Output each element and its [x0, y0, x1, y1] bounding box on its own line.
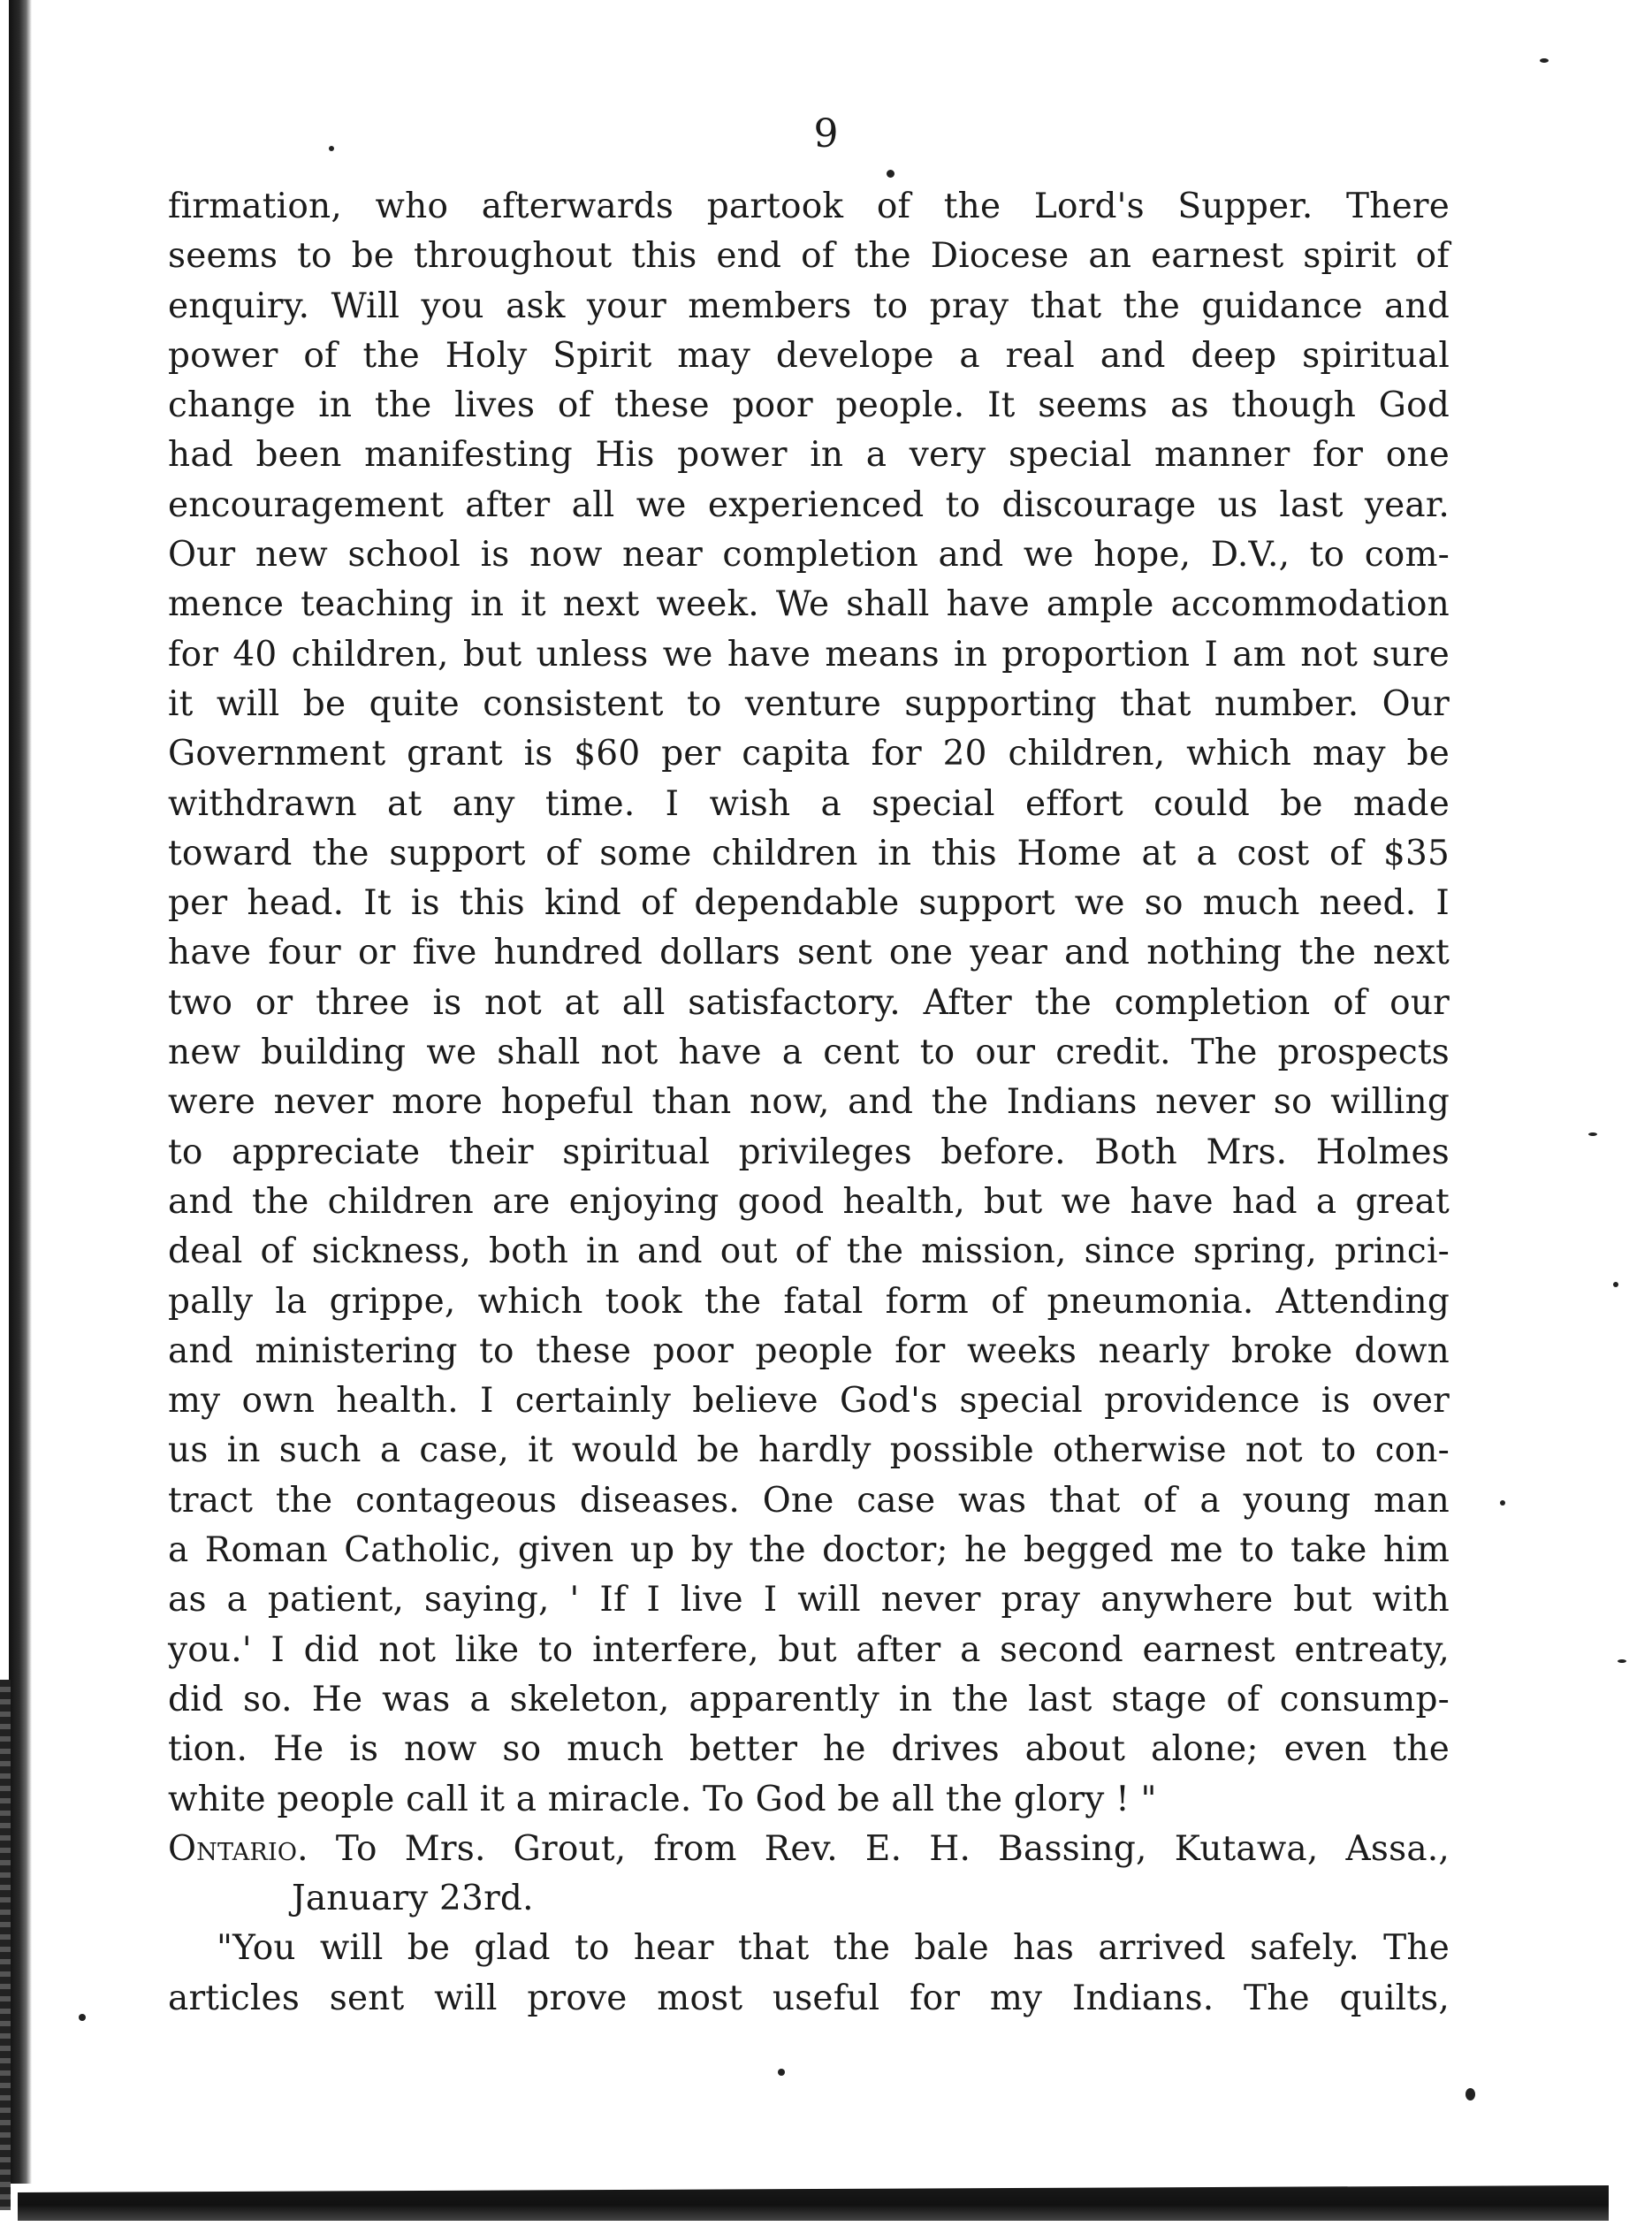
text-line: white people call it a miracle. To God be all the glory ! " — [168, 1779, 1157, 1819]
text-line: tract the contageous diseases. One case was that of a young man — [168, 1480, 1450, 1521]
scan-speck — [79, 2014, 86, 2021]
text-line: new building we shall not have a cent to our credit. The prospects — [168, 1033, 1450, 1073]
text-line: enquiry. Will you ask your members to pray that the guidance and — [168, 286, 1450, 326]
text-line: power of the Holy Spirit may develope a real and deep spiritual — [168, 335, 1450, 376]
page-bottom-edge — [18, 2185, 1609, 2221]
scan-speck — [1613, 1282, 1618, 1287]
text-line: Our new school is now near completion and we hope, D.V., to com- — [168, 535, 1450, 576]
scan-speck — [1500, 1500, 1505, 1506]
text-line: did so. He was a skeleton, apparently in the last stage of consump- — [168, 1679, 1450, 1719]
text-line: "You will be glad to hear that the bale has arrived safely. The — [217, 1928, 1450, 1969]
scan-speck — [1540, 58, 1549, 63]
section-heading: Ontario. — [168, 1828, 308, 1869]
text-line: us in such a case, it would be hardly possible otherwise not to con- — [168, 1430, 1450, 1471]
text-line: toward the support of some children in this Home at a cost of $35 — [168, 833, 1450, 873]
section-heading-rest: To Mrs. Grout, from Rev. E. H. Bassing, Kutawa, Assa., — [335, 1828, 1450, 1869]
text-line: articles sent will prove most useful for my Indians. The quilts, — [168, 1978, 1450, 2018]
page-number: 9 — [813, 111, 839, 156]
text-line: had been manifesting His power in a very special manner for one — [168, 435, 1450, 476]
scan-speck — [778, 2069, 785, 2076]
letter-body — [168, 182, 1450, 2024]
text-line: tion. He is now so much better he drives about alone; even the — [168, 1729, 1450, 1770]
text-line: deal of sickness, both in and out of the mission, since spring, princi- — [168, 1231, 1450, 1272]
text-line: and the children are enjoying good health, but we have had a great — [168, 1181, 1450, 1222]
text-line: Government grant is $60 per capita for 20 children, which may be — [168, 734, 1450, 774]
scan-speck — [1618, 1659, 1626, 1663]
scan-speck — [1465, 2088, 1475, 2101]
text-line: were never more hopeful than now, and the Indians never so willing — [168, 1082, 1450, 1123]
scan-speck — [887, 170, 895, 178]
section-date: January 23rd. — [292, 1879, 534, 1919]
text-line: withdrawn at any time. I wish a special effort could be made — [168, 783, 1450, 824]
text-line: change in the lives of these poor people. It seems as though God — [168, 385, 1450, 426]
text-line: a Roman Catholic, given up by the doctor; he begged me to take him — [168, 1530, 1450, 1571]
page-binding-edge — [9, 0, 32, 2184]
text-line: and ministering to these poor people for weeks nearly broke down — [168, 1330, 1450, 1371]
section-heading-line — [168, 1825, 1450, 1874]
text-line: seems to be throughout this end of the Diocese an earnest spirit of — [168, 236, 1450, 277]
text-line: two or three is not at all satisfactory. After the completion of our — [168, 982, 1450, 1023]
text-line: have four or five hundred dollars sent one year and nothing the next — [168, 933, 1450, 973]
page-binding-shadow — [0, 1680, 11, 2210]
text-line: as a patient, saying, ' If I live I will never pray anywhere but with — [168, 1580, 1450, 1620]
text-line: to appreciate their spiritual privileges before. Both Mrs. Holmes — [168, 1132, 1450, 1172]
text-line: mence teaching in it next week. We shall have ample accommodation — [168, 584, 1450, 625]
text-line: encouragement after all we experienced to discourage us last year. — [168, 484, 1450, 525]
text-line: it will be quite consistent to venture supporting that number. Our — [168, 683, 1450, 724]
text-line: firmation, who afterwards partook of the Lord's Supper. There — [168, 187, 1450, 226]
scan-speck — [1588, 1132, 1597, 1136]
text-line: per head. It is this kind of dependable support we so much need. I — [168, 883, 1450, 924]
text-line: you.' I did not like to interfere, but after a second earnest entreaty, — [168, 1629, 1450, 1670]
text-line: my own health. I certainly believe God's special providence is over — [168, 1381, 1450, 1422]
text-line: pally la grippe, which took the fatal form of pneumonia. Attending — [168, 1281, 1450, 1322]
text-line: for 40 children, but unless we have means in proportion I am not sure — [168, 634, 1450, 675]
